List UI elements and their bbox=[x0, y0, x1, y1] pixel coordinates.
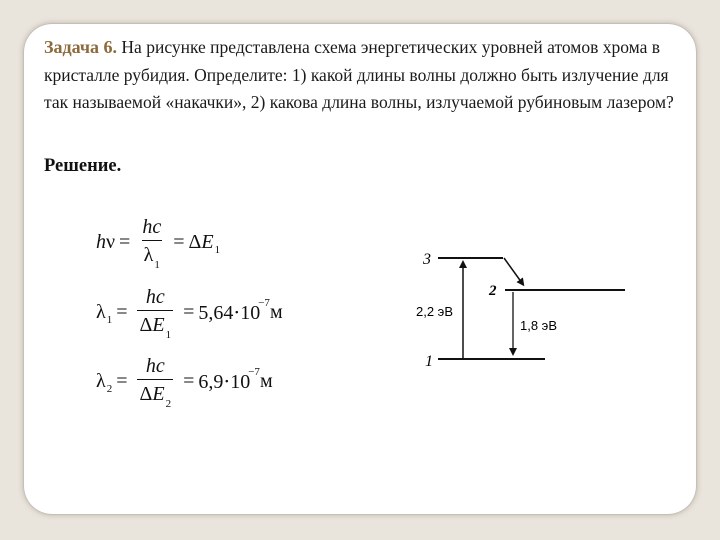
formula2-den-delta: Δ bbox=[139, 314, 153, 336]
formula1-fraction bbox=[140, 216, 163, 269]
formula1-delta: Δ bbox=[188, 231, 202, 253]
laser-energy-label: 1,8 эВ bbox=[520, 318, 557, 333]
formula2-eq1: = bbox=[116, 301, 128, 323]
formula1-den-sub: 1 bbox=[154, 259, 160, 271]
formula1-den-lambda: λ bbox=[143, 244, 154, 266]
formula1-E: E bbox=[201, 231, 214, 253]
formula2-value: 5,64⋅10 bbox=[198, 302, 261, 324]
formula3-sub: 2 bbox=[106, 382, 113, 395]
formula2-numerator: hc bbox=[145, 286, 165, 308]
energy-level-diagram bbox=[405, 238, 635, 378]
formula2-den-E: E bbox=[152, 314, 165, 336]
task-statement bbox=[44, 34, 684, 117]
formula3-exponent: −7 bbox=[248, 365, 260, 378]
formula-lambda1 bbox=[96, 286, 283, 339]
formula2-denominator bbox=[137, 310, 173, 339]
formula-lambda2 bbox=[96, 355, 273, 408]
formula1-h: h bbox=[96, 231, 106, 253]
formula3-numerator: hc bbox=[145, 355, 165, 377]
formula2-fraction bbox=[137, 286, 173, 339]
formula3-unit: м bbox=[259, 370, 273, 392]
formula2-den-sub: 1 bbox=[165, 329, 172, 341]
formula3-value: 6,9⋅10 bbox=[198, 371, 251, 393]
formula3-eq2: = bbox=[183, 370, 195, 392]
formula2-unit: м bbox=[269, 301, 283, 323]
formula2-lambda: λ bbox=[96, 301, 106, 323]
task-body: На рисунке представлена схема энергетических уровней атомов хрома в кристалле рубидия. Определите: 1) какой длины волны должно быть излучение для так называемой «накачки», 2) какова длина волны, излучаемой рубиновым лазером? bbox=[44, 37, 674, 112]
level-2-label: 2 bbox=[489, 283, 497, 299]
formula1-rhs-sub: 1 bbox=[214, 243, 221, 256]
task-label: Задача 6. bbox=[44, 37, 118, 57]
level-1-label: 1 bbox=[425, 353, 433, 370]
formula3-fraction bbox=[137, 355, 173, 408]
formula1-eq1: = bbox=[119, 231, 131, 253]
formula3-lambda: λ bbox=[96, 370, 106, 392]
formula1-numerator: hc bbox=[142, 216, 162, 238]
formula3-denominator bbox=[137, 379, 173, 408]
formula3-eq1: = bbox=[116, 370, 128, 392]
relaxation-arrow bbox=[504, 258, 522, 283]
formula2-sub: 1 bbox=[106, 313, 113, 326]
formula1-denominator bbox=[142, 240, 162, 269]
formula3-den-sub: 2 bbox=[165, 398, 172, 410]
formula-energy bbox=[96, 216, 220, 269]
pump-energy-label: 2,2 эВ bbox=[416, 304, 453, 319]
formula3-den-delta: Δ bbox=[139, 383, 153, 405]
solution-heading: Решение. bbox=[44, 156, 122, 176]
formula2-eq2: = bbox=[183, 301, 195, 323]
level-3-label: 3 bbox=[423, 251, 431, 268]
formula2-exponent: −7 bbox=[258, 296, 270, 309]
formula1-eq2: = bbox=[173, 231, 185, 253]
formula1-nu: ν bbox=[106, 231, 116, 253]
formula3-den-E: E bbox=[152, 383, 165, 405]
